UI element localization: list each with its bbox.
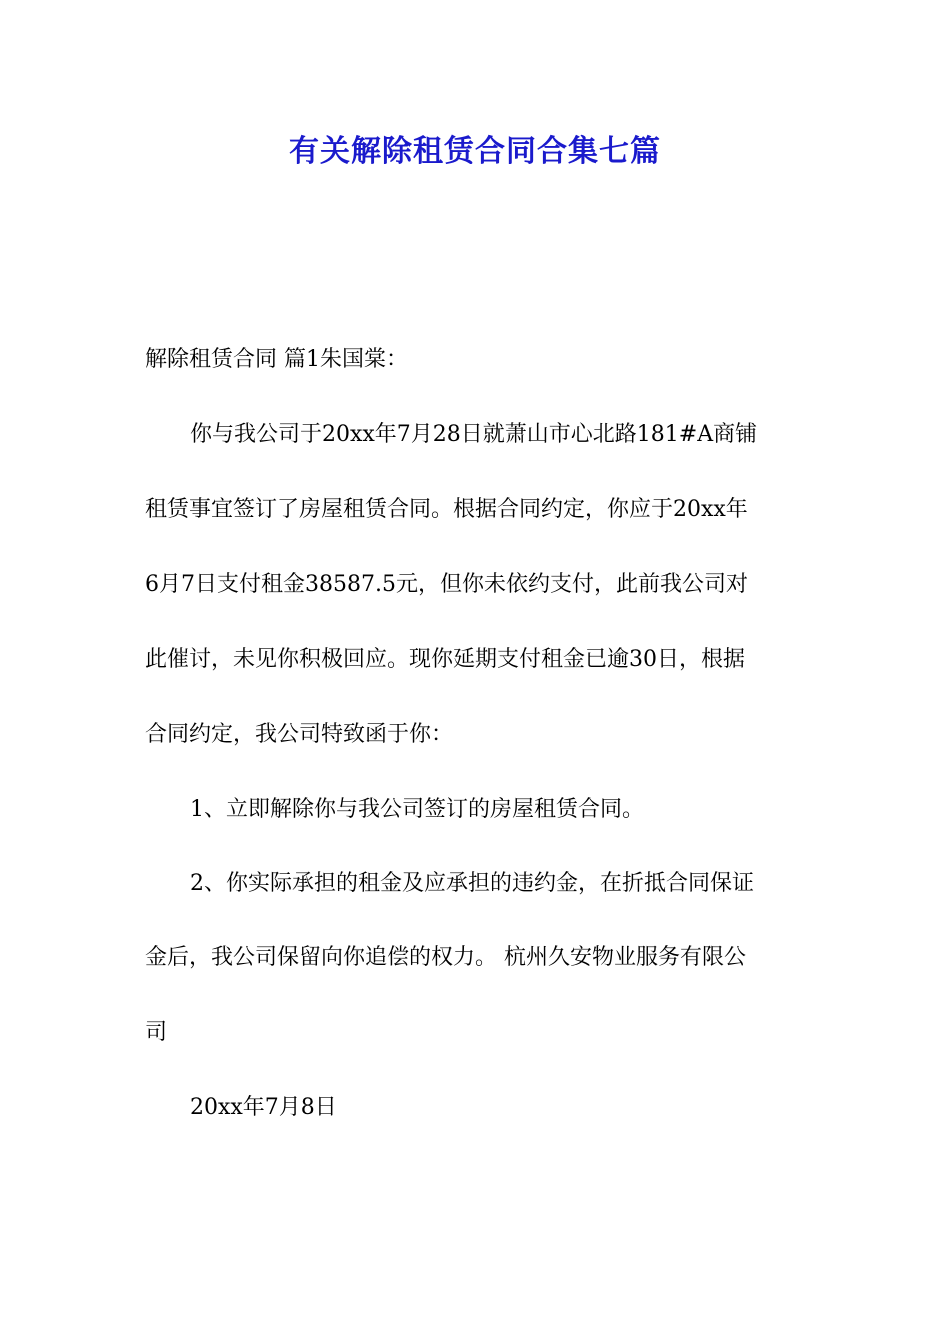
document-title: 有关解除租赁合同合集七篇 xyxy=(289,134,661,169)
paragraph-line: 此催讨，未见你积极回应。现你延期支付租金已逾30日，根据 xyxy=(145,647,745,672)
paragraph-line: 6月7日支付租金38587.5元，但你未依约支付，此前我公司对 xyxy=(145,572,748,597)
list-item-2: 2、你实际承担的租金及应承担的违约金，在折抵合同保证 xyxy=(190,871,754,896)
paragraph-line: 金后，我公司保留向你追偿的权力。 杭州久安物业服务有限公 xyxy=(145,945,746,970)
paragraph-line: 你与我公司于20xx年7月28日就萧山市心北路181#A商铺 xyxy=(190,422,758,447)
paragraph-line: 司 xyxy=(145,1020,168,1045)
list-item-1: 1、立即解除你与我公司签订的房屋租赁合同。 xyxy=(190,797,644,822)
paragraph-line: 合同约定，我公司特致函于你： xyxy=(145,722,454,747)
paragraph-line: 租赁事宜签订了房屋租赁合同。根据合同约定，你应于20xx年 xyxy=(145,497,748,522)
section-heading-line: 解除租赁合同 篇1朱国棠： xyxy=(145,347,408,372)
document-date: 20xx年7月8日 xyxy=(190,1095,337,1120)
